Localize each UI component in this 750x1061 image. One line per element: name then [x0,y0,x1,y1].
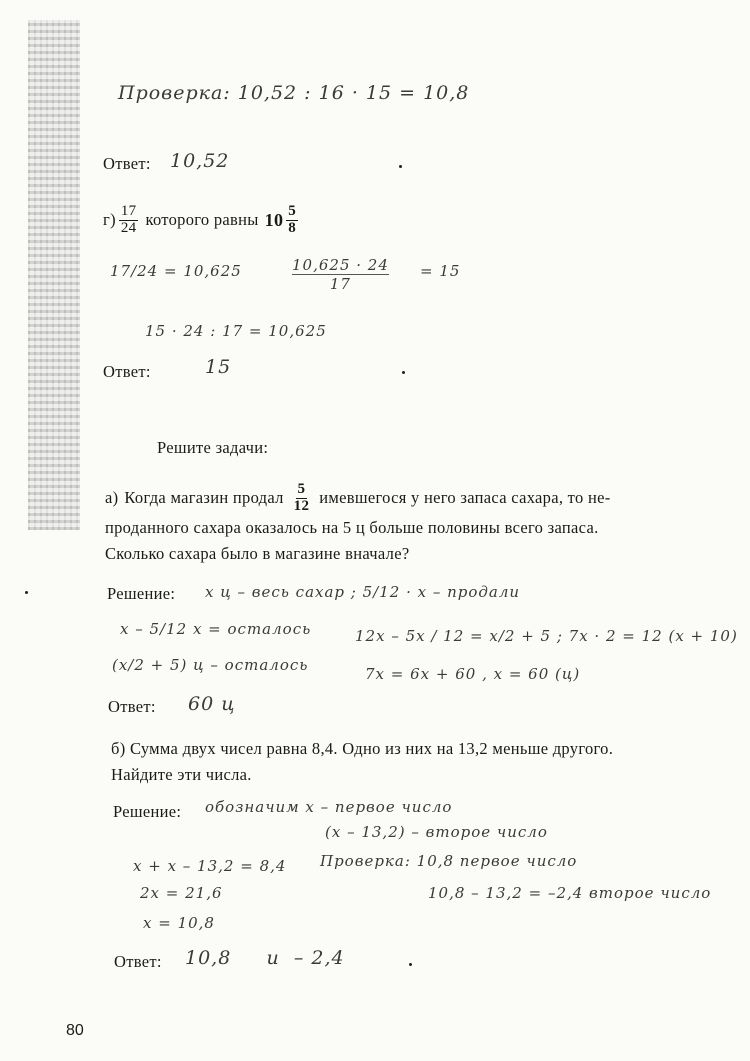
task-b-line-2: Найдите эти числа. [111,765,252,784]
task-a-line-3: Сколько сахара было в магазине вначале? [105,543,410,563]
task-g-label: г) [103,210,116,230]
scan-edge-shadow [28,20,80,530]
task-b-hw-1: обозначим x – первое число [205,798,453,816]
task-b-answer-label: Ответ: [114,952,162,971]
task-a-statement [105,482,725,567]
task-g-work-3: 15 · 24 : 17 = 10,625 [145,322,327,340]
task-a-line-2: проданного сахара оказалось на 5 ц больше половины всего запаса. [105,517,599,537]
task-b-answer-value: 10,8 и – 2,4 [185,947,345,969]
task-g-work-1: 17/24 = 10,625 [110,262,242,280]
dot-mark [399,165,402,168]
task-b-hw-2: (x – 13,2) – второе число [325,823,548,841]
task-g-statement [103,204,301,237]
task-a-hw-3: (x/2 + 5) ц – осталось [112,656,309,674]
dot-mark [25,591,28,594]
task-g-text: которого равны [145,210,259,230]
task-b-solution-label: Решение: [113,802,182,821]
task-a-hw-5: 7x = 6x + 60 , x = 60 (ц) [365,665,581,683]
task-g-answer-label: Ответ: [103,362,151,381]
answer-label: Ответ: [103,154,151,173]
task-b-hw-4: Проверка: 10,8 первое число [320,852,578,870]
task-g-answer-value: 15 [205,356,232,378]
check-line-handwritten: Проверка: 10,52 : 16 · 15 = 10,8 [118,82,470,104]
task-a-hw-2: x – 5/12 x = осталось [120,620,312,638]
task-a-solution-label: Решение: [107,584,176,603]
task-b-hw-5: 2x = 21,6 [140,884,223,902]
task-a-answer-label: Ответ: [108,697,156,716]
dot-mark [402,371,405,374]
task-g-mixed-fraction: $\frac{5}{8}$ [288,203,297,236]
task-g-work-2-result: = 15 [420,262,461,280]
task-a-fraction: $\frac{5}{12}$ [293,481,310,514]
task-b-hw-3: x + x – 13,2 = 8,4 [133,857,287,875]
answer-value-handwritten: 10,52 [170,150,230,172]
task-b-line-1: б) Сумма двух чисел равна 8,4. Одно из них на 13,2 меньше другого. [111,739,614,758]
task-g-work-2: 10,625 · 24 17 [292,256,389,293]
task-b-hw-6: 10,8 – 13,2 = –2,4 второе число [428,884,712,902]
dot-mark [409,963,412,966]
task-a-answer-value: 60 ц [188,693,236,715]
task-a-hw-1: x ц – весь сахар ; 5/12 · x – продали [205,583,521,601]
task-a-line-1: а) Когда магазин продал $\frac{5}{12}$ имевшегося у него запаса сахара, то не- [105,481,611,514]
task-a-hw-4: 12x – 5x / 12 = x/2 + 5 ; 7x · 2 = 12 (x + 10) [355,627,738,645]
page-number: 80 [66,1022,84,1039]
task-g-fraction: $\frac{17}{24}$ [120,203,137,236]
task-b-hw-7: x = 10,8 [143,914,215,932]
task-g-mixed-whole: 10 [264,209,284,230]
section-heading: Решите задачи: [157,438,269,457]
task-b-statement [111,736,731,788]
